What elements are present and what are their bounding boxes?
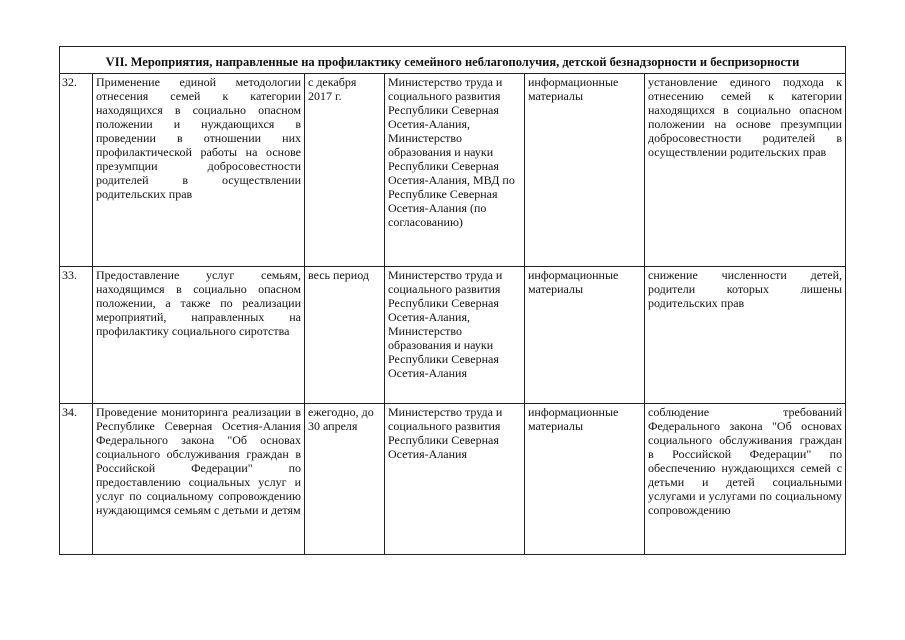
deadline-cell: весь период <box>305 267 385 404</box>
executor-cell: Министерство труда и социального развития Республики Северная Осетия-Алания, Министерство образования и науки Республики Северная Осетия-Алания, МВД по Республике Северная Осетия-Алания (по согласованию) <box>385 74 525 267</box>
executor-cell: Министерство труда и социального развития Республики Северная Осетия-Алания, Министерство образования и науки Республики Северная Осетия-Алания <box>385 267 525 404</box>
outcome-cell: соблюдение требований Федерального закона "Об основах социального обслуживания граждан в Российской Федерации" по обеспечению нуждающихся семей с детьми и детей социальными услугами и услугами по социальному сопровождению <box>645 404 846 555</box>
activity-cell: Применение единой методологии отнесения семей к категории находящихся в социально опасном положении и нуждающихся в проведении в отношении них профилактической работы на основе презумпции добросовестности родителей в осуществлении родительских прав <box>93 74 305 267</box>
section-title: VII. Мероприятия, направленные на профилактику семейного неблагополучия, детской безнадзорности и беспризорности <box>60 47 846 74</box>
row-number: 34. <box>60 404 93 555</box>
table-row <box>60 267 846 404</box>
table-row <box>60 74 846 267</box>
section-header-row <box>60 47 846 74</box>
result-type-cell: информационные материалы <box>525 267 645 404</box>
table-row <box>60 404 846 555</box>
document-page <box>59 46 845 555</box>
row-number: 33. <box>60 267 93 404</box>
outcome-cell: снижение численности детей, родители которых лишены родительских прав <box>645 267 846 404</box>
activity-cell: Проведение мониторинга реализации в Республике Северная Осетия-Алания Федерального закона "Об основах социального обслуживания граждан в Российской Федерации" по предоставлению социальных услуг и услуг по социальному сопровождению нуждающимся семьям с детьми и детям <box>93 404 305 555</box>
row-number: 32. <box>60 74 93 267</box>
measures-table <box>59 46 846 555</box>
result-type-cell: информационные материалы <box>525 404 645 555</box>
result-type-cell: информационные материалы <box>525 74 645 267</box>
deadline-cell: с декабря 2017 г. <box>305 74 385 267</box>
activity-cell: Предоставление услуг семьям, находящимся в социально опасном положении, а также по реализации мероприятий, направленных на профилактику социального сиротства <box>93 267 305 404</box>
executor-cell: Министерство труда и социального развития Республики Северная Осетия-Алания <box>385 404 525 555</box>
outcome-cell: установление единого подхода к отнесению семей к категории находящихся в социально опасном положении на основе презумпции добросовестности родителей в осуществлении родительских прав <box>645 74 846 267</box>
deadline-cell: ежегодно, до 30 апреля <box>305 404 385 555</box>
